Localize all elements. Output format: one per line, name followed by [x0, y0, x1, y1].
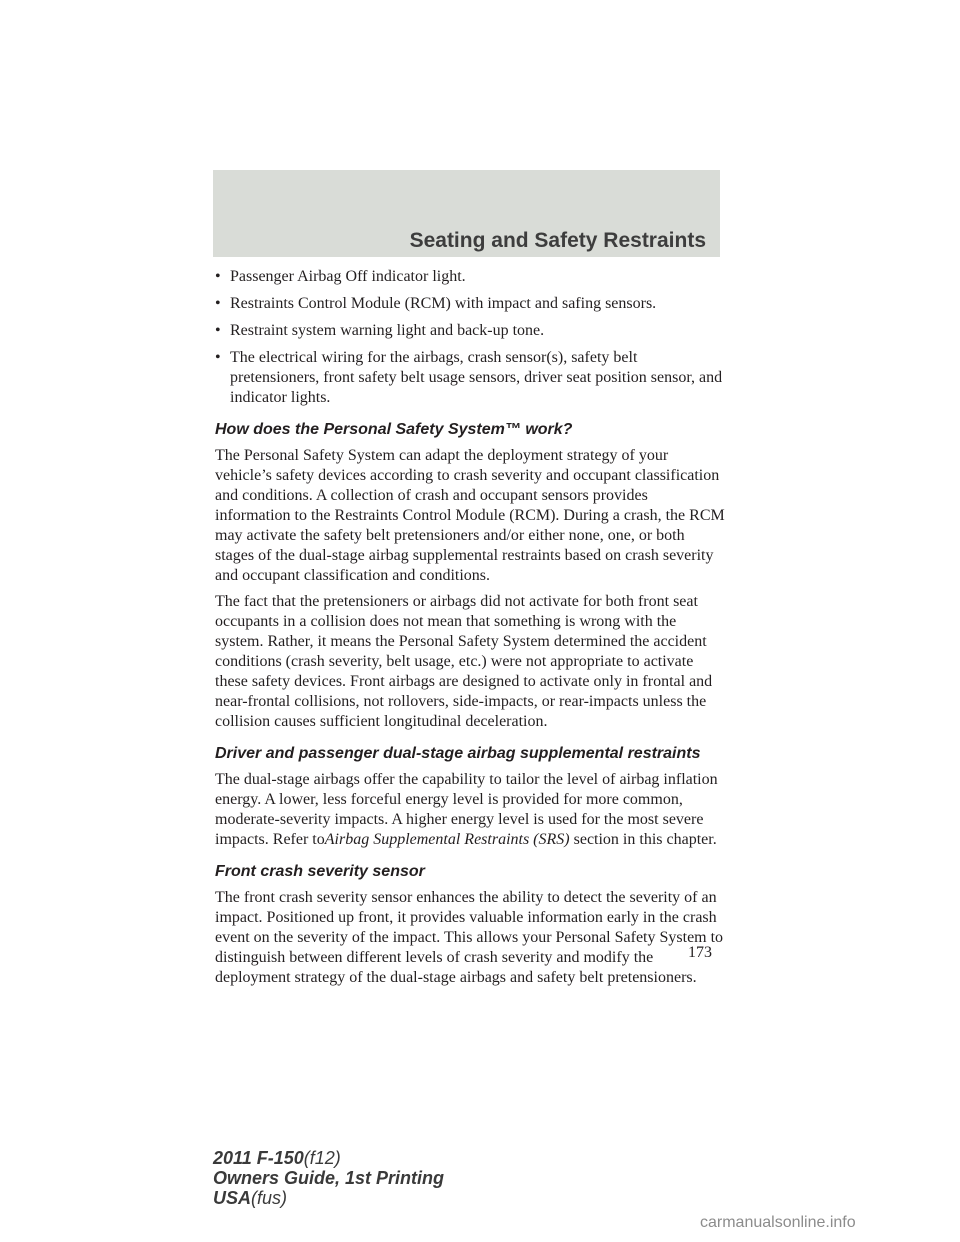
list-item — [215, 321, 725, 341]
footer-line-edition: Owners Guide, 1st Printing — [213, 1168, 445, 1188]
chapter-title: Seating and Safety Restraints — [409, 229, 706, 252]
print-footer — [213, 1148, 444, 1208]
footer-market: USA — [213, 1188, 252, 1208]
footer-model: 2011 F-150 — [213, 1148, 304, 1168]
list-item-text: Restraint system warning light and back-up tone. — [230, 322, 545, 339]
list-item — [215, 267, 725, 287]
paragraph-text: section in this chapter. — [573, 831, 717, 848]
paragraph-text: The dual-stage airbags offer the capability to tailor the level of airbag inflation energy. A lower, less forceful energy level is provided for more common, moderate-severity impacts. A higher energy level is used for the most severe impacts. Refer to — [215, 771, 718, 848]
paragraph — [215, 770, 725, 850]
footer-line-market — [213, 1188, 444, 1208]
chapter-header-band — [213, 170, 720, 257]
footer-model-code: (f12) — [303, 1148, 341, 1168]
watermark-text: carmanualsonline.info — [700, 1214, 856, 1231]
component-list — [215, 267, 725, 408]
list-item-text: The electrical wiring for the airbags, crash sensor(s), safety belt pretensioners, front safety belt usage sensors, driver seat position sensor, and indicator lights. — [230, 349, 723, 406]
bullet-mark: • — [215, 295, 221, 312]
section-heading-dual-stage: Driver and passenger dual-stage airbag supplemental restraints — [215, 745, 701, 762]
list-item-text: Passenger Airbag Off indicator light. — [230, 268, 466, 285]
list-item-text: Restraints Control Module (RCM) with impact and safing sensors. — [230, 295, 657, 312]
footer-market-code: (fus) — [251, 1188, 288, 1208]
paragraph: The Personal Safety System can adapt the deployment strategy of your vehicle’s safety devices according to crash severity and occupant classification and conditions. A collection of crash and occupant sensors provides information to the Restraints Control Module (RCM). During a crash, the RCM may activate the safety belt pretensioners and/or either none, one, or both stages of the dual-stage airbag supplemental restraints based on crash severity and occupant classification and conditions. — [215, 447, 725, 584]
section-heading-crash-sensor: Front crash severity sensor — [215, 863, 425, 880]
paragraph: The fact that the pretensioners or airbags did not activate for both front seat occupants in a collision does not mean that something is wrong with the system. Rather, it means the Personal Safety System determined the accident conditions (crash severity, belt usage, etc.) were not appropriate to activate these safety devices. Front airbags are designed to activate only in frontal and near-frontal collisions, not rollovers, side-impacts, or rear-impacts unless the collision causes sufficient longitudinal deceleration. — [215, 593, 713, 730]
section-reference: Airbag Supplemental Restraints (SRS) — [324, 831, 570, 848]
footer-line-model — [213, 1148, 444, 1168]
bullet-mark: • — [215, 268, 221, 285]
section-heading-how-it-works: How does the Personal Safety System™ work? — [215, 421, 573, 438]
page-number: 173 — [688, 944, 712, 961]
list-item — [215, 294, 725, 314]
bullet-mark: • — [215, 322, 221, 339]
list-item — [215, 348, 725, 408]
bullet-mark: • — [215, 349, 221, 366]
paragraph: The front crash severity sensor enhances the ability to detect the severity of an impact. Positioned up front, it provides valuable information early in the crash event on the severity of the impact. This allows your Personal Safety System to distinguish between different levels of crash severity and modify the deployment strategy of the dual-stage airbags and safety belt pretensioners. — [215, 889, 724, 986]
page-content — [215, 267, 725, 994]
